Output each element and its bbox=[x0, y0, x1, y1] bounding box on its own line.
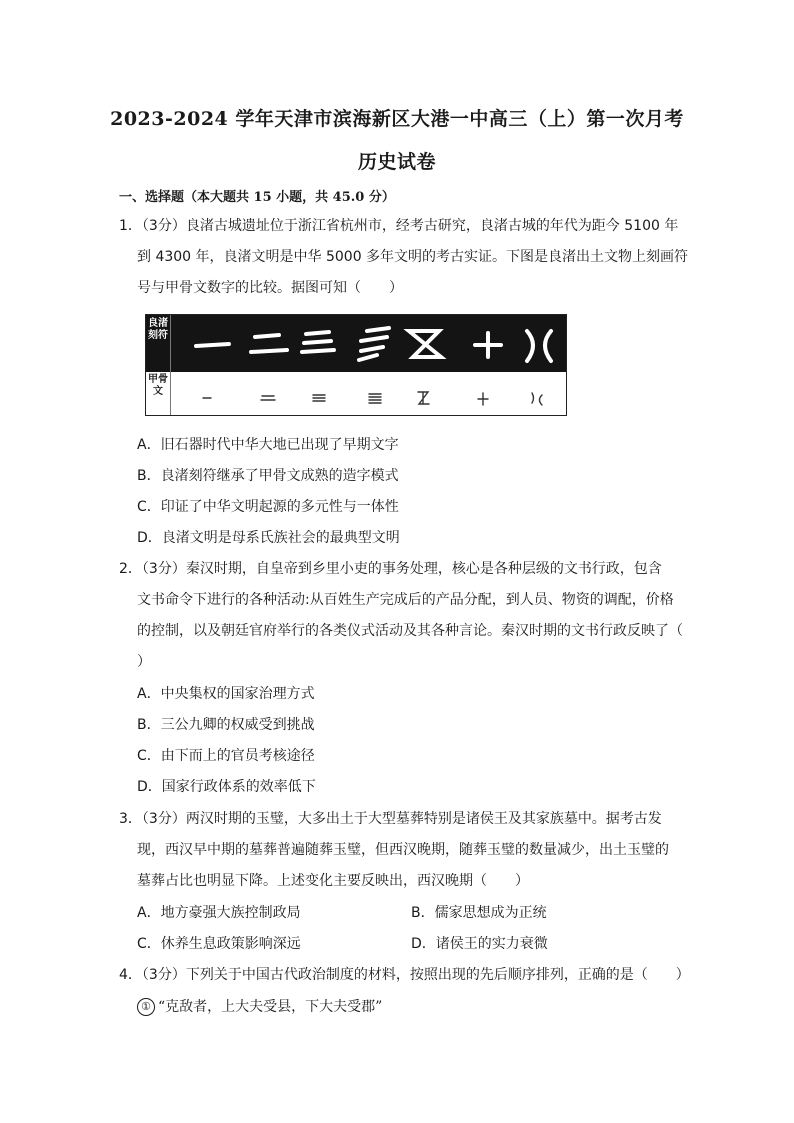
liangzhu-five-symbol bbox=[409, 331, 441, 357]
oracle-seven-symbol bbox=[478, 393, 488, 405]
oracle-eight-symbol bbox=[532, 393, 542, 405]
q1-option-c[interactable]: C．印证了中华文明起源的多元性与一体性 bbox=[137, 499, 399, 515]
liangzhu-seven-symbol bbox=[475, 333, 501, 357]
q2-option-d[interactable]: D．国家行政体系的效率低下 bbox=[137, 779, 316, 795]
liangzhu-symbols bbox=[196, 328, 551, 361]
liangzhu-eight-symbol bbox=[527, 331, 551, 361]
liangzhu-one-symbol bbox=[196, 344, 229, 346]
q2-option-a[interactable]: A．中央集权的国家治理方式 bbox=[137, 686, 315, 702]
q2-option-b[interactable]: B．三公九卿的权威受到挑战 bbox=[137, 717, 315, 733]
oracle-two-symbol bbox=[261, 396, 275, 400]
item-number-badge: ① bbox=[137, 998, 155, 1016]
q2-line-2: 文书命令下进行的各种活动:从百姓生产完成后的产品分配，到人员、物资的调配，价格 bbox=[137, 592, 674, 608]
liangzhu-row-label: 良渚刻符 bbox=[148, 318, 168, 341]
exam-title: 2023-2024 学年天津市滨海新区大港一中高三（上）第一次月考 bbox=[110, 108, 684, 130]
oracle-three-symbol bbox=[313, 395, 325, 401]
q2-line-3: 的控制，以及朝廷官府举行的各类仪式活动及其各种言论。秦汉时期的文书行政反映了（ bbox=[137, 623, 683, 639]
q3-option-d[interactable]: D．诸侯王的实力衰微 bbox=[411, 936, 548, 952]
symbol-glyphs bbox=[171, 315, 566, 415]
q3-line-2: 现，西汉早中期的墓葬普遍随葬玉璧，但西汉晚期，随葬玉璧的数量减少，出土玉璧的 bbox=[137, 842, 669, 858]
q4-material-1 bbox=[137, 997, 382, 1017]
q2-line-4: ） bbox=[137, 654, 151, 670]
q2-line-1: 2．（3分）秦汉时期，自皇帝到乡里小吏的事务处理，核心是各种层级的文书行政，包含 bbox=[119, 561, 662, 577]
q1-line-2: 到 4300 年，良渚文明是中华 5000 多年文明的考古实证。下图是良渚出土文物上刻画符 bbox=[137, 249, 689, 265]
exam-subject: 历史试卷 bbox=[357, 151, 436, 173]
q3-line-3: 墓葬占比也明显下降。上述变化主要反映出，西汉晚期（ ） bbox=[137, 873, 529, 889]
q4-material-1-text: “克敌者，上大夫受县，下大夫受郡” bbox=[158, 999, 383, 1015]
liangzhu-two-symbol bbox=[251, 335, 287, 352]
q1-option-d[interactable]: D．良渚文明是母系氏族社会的最典型文明 bbox=[137, 530, 400, 546]
oracle-bone-row-label: 甲骨文 bbox=[148, 374, 168, 397]
q1-option-a[interactable]: A．旧石器时代中华大地已出现了早期文字 bbox=[137, 437, 399, 453]
liangzhu-three-symbol bbox=[302, 332, 334, 352]
q3-option-b[interactable]: B．儒家思想成为正统 bbox=[411, 905, 547, 921]
q3-option-c[interactable]: C．休养生息政策影响深远 bbox=[137, 936, 301, 952]
q3-line-1: 3．（3分）两汉时期的玉璧，大多出土于大型墓葬特别是诸侯王及其家族墓中。据考古发 bbox=[119, 811, 662, 827]
q2-option-c[interactable]: C．由下而上的官员考核途径 bbox=[137, 748, 315, 764]
section-heading: 一、选择题（本大题共 15 小题，共 45.0 分） bbox=[119, 190, 395, 205]
liangzhu-four-symbol bbox=[359, 328, 389, 360]
symbol-comparison-figure bbox=[145, 314, 567, 416]
q1-line-1: 1．（3分）良渚古城遗址位于浙江省杭州市，经考古研究，良渚古城的年代为距今 5100 年 bbox=[119, 218, 679, 234]
q3-option-a[interactable]: A．地方豪强大族控制政局 bbox=[137, 905, 301, 921]
q1-line-3: 号与甲骨文数字的比较。据图可知（ ） bbox=[137, 280, 403, 296]
oracle-five-symbol bbox=[418, 392, 429, 404]
q1-option-b[interactable]: B．良渚刻符继承了甲骨文成熟的造字模式 bbox=[137, 468, 399, 484]
oracle-bone-symbols bbox=[203, 392, 542, 405]
q4-line-1: 4．（3分）下列关于中国古代政治制度的材料，按照出现的先后顺序排列，正确的是（ ） bbox=[119, 967, 690, 983]
oracle-four-symbol bbox=[369, 394, 381, 403]
